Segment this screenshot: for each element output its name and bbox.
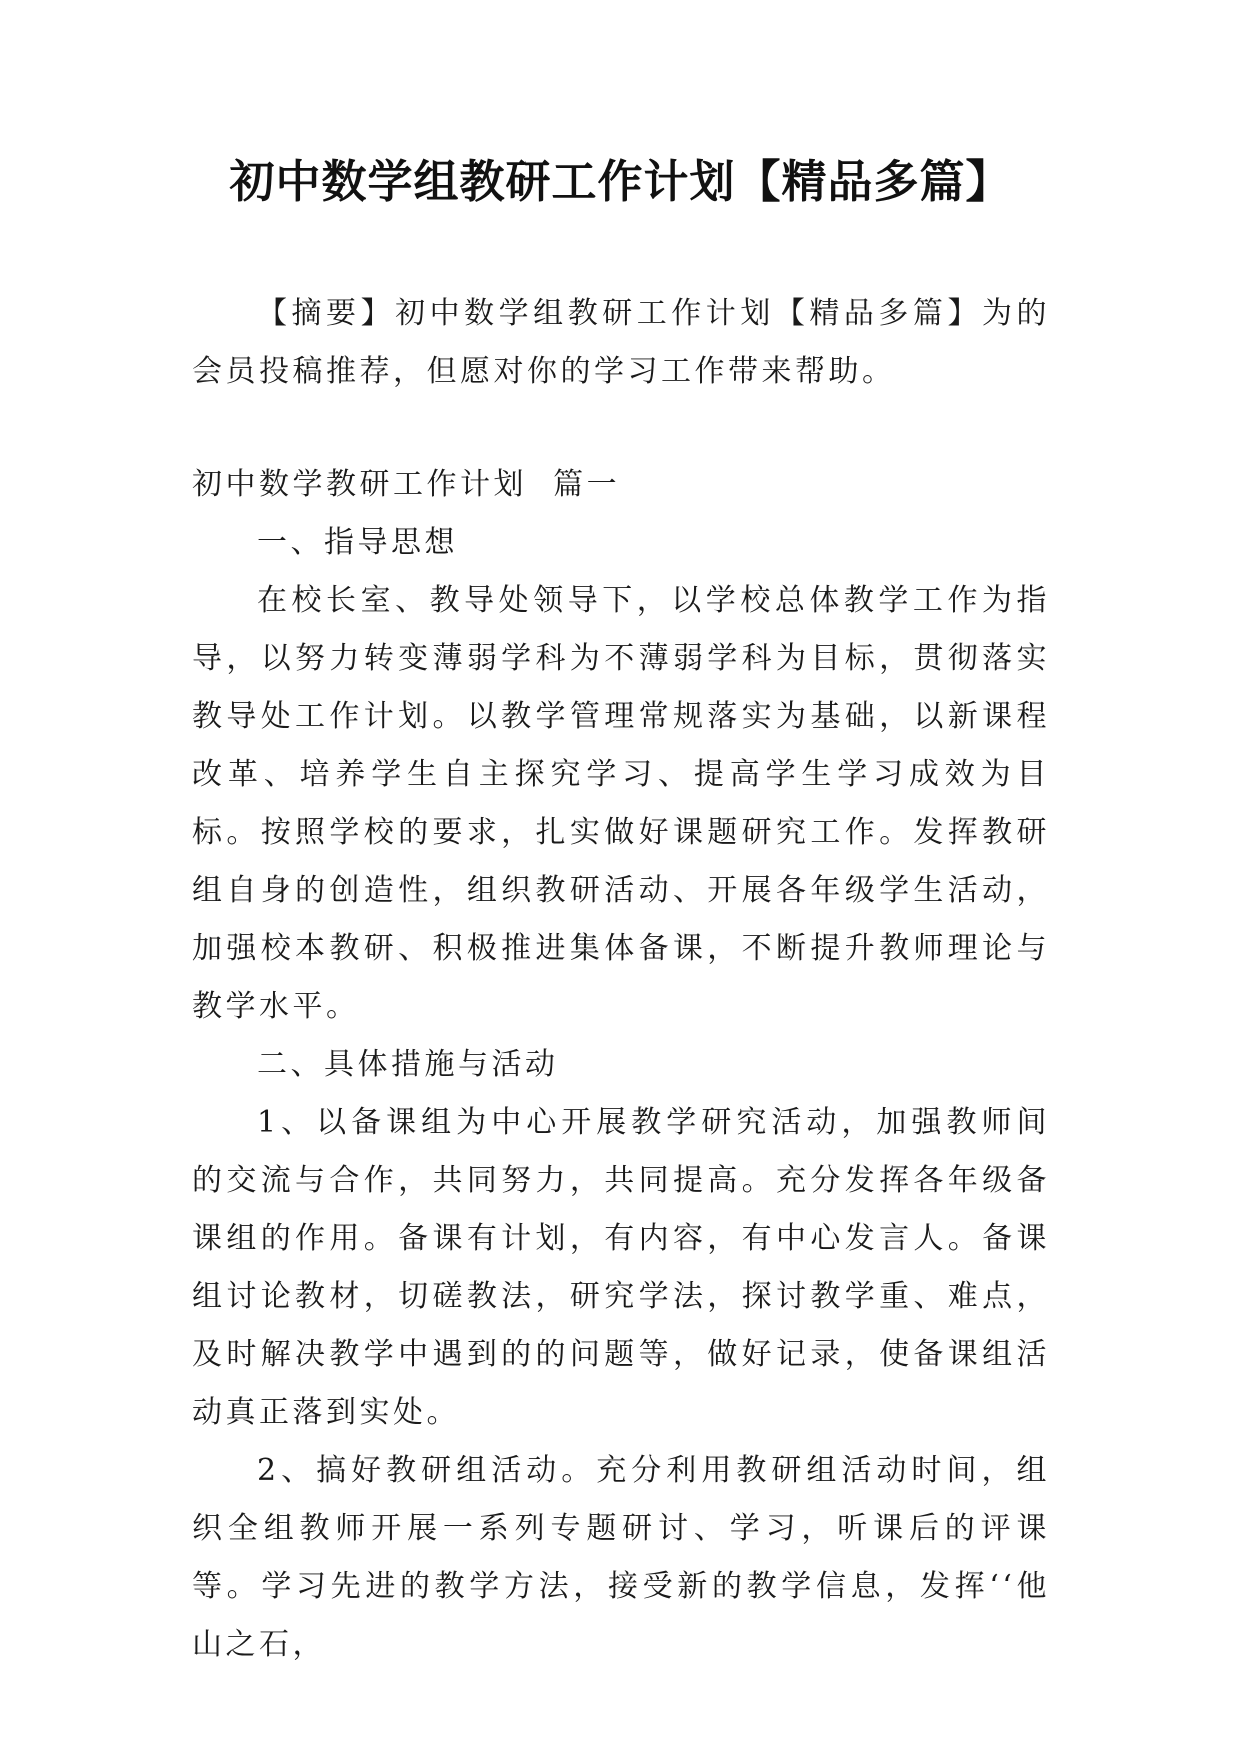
document-content <box>192 456 1050 1674</box>
heading-measures: 二、具体措施与活动 <box>257 1047 559 1082</box>
abstract-paragraph: 【摘要】初中数学组教研工作计划【精品多篇】为的会员投稿推荐，但愿对你的学习工作带来帮助。 <box>192 296 1050 389</box>
paragraph-measure-1: 1、以备课组为中心开展教学研究活动，加强教师间的交流与合作，共同努力，共同提高。充分发挥各年级备课组的作用。备课有计划，有内容，有中心发言人。备课组讨论教材，切磋教法，研究学法，探讨教学重、难点，及时解决教学中遇到的的问题等，做好记录，使备课组活动真正落到实处。 <box>192 1105 1050 1430</box>
section-title: 初中数学教研工作计划 篇一 <box>192 467 621 502</box>
paragraph-measure-2: 2、搞好教研组活动。充分利用教研组活动时间，组织全组教师开展一系列专题研讨、学习，听课后的评课等。学习先进的教学方法，接受新的教学信息，发挥‘‘他山之石， <box>192 1453 1050 1662</box>
paragraph-guiding-ideology: 在校长室、教导处领导下，以学校总体教学工作为指导，以努力转变薄弱学科为不薄弱学科为目标，贯彻落实教导处工作计划。以教学管理常规落实为基础，以新课程改革、培养学生自主探究学习、提高学生学习成效为目标。按照学校的要求，扎实做好课题研究工作。发挥教研组自身的创造性，组织教研活动、开展各年级学生活动，加强校本教研、积极推进集体备课，不断提升教师理论与教学水平。 <box>192 583 1050 1024</box>
document-title: 初中数学组教研工作计划【精品多篇】 <box>229 155 1012 208</box>
heading-guiding-ideology: 一、指导思想 <box>257 525 458 560</box>
